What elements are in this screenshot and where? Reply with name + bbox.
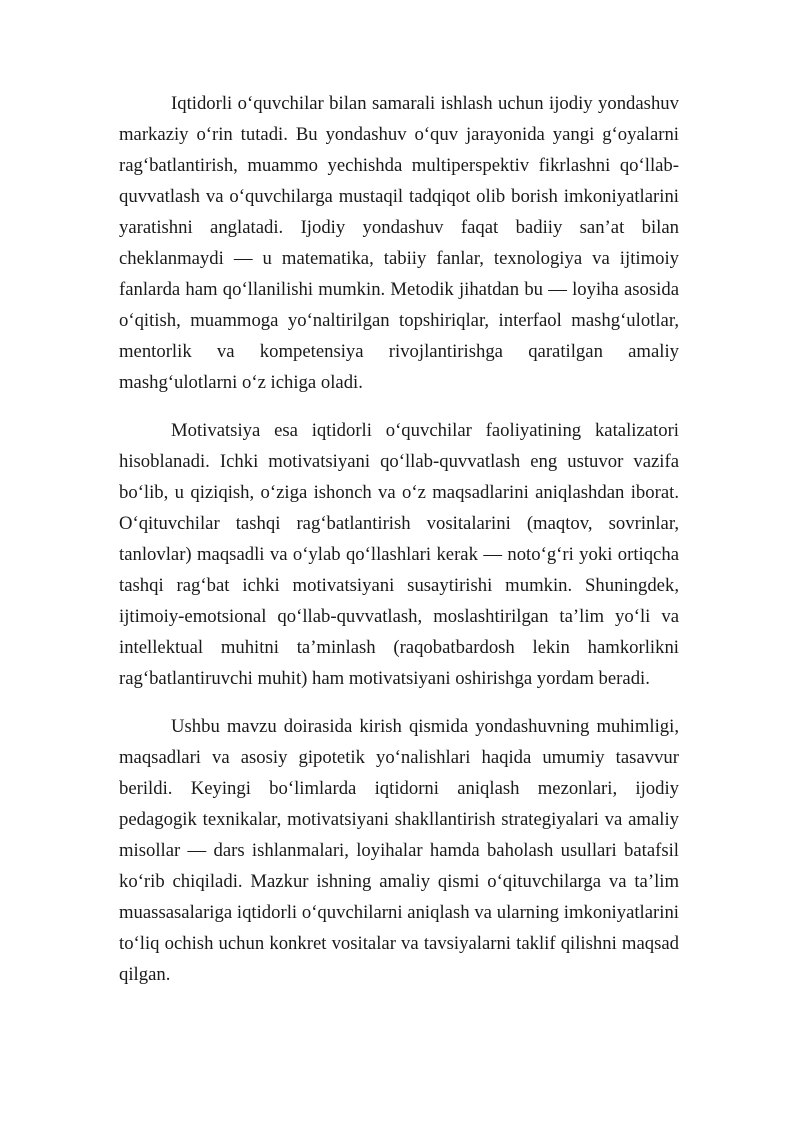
paragraph-topic-overview: Ushbu mavzu doirasida kirish qismida yondashuvning muhimligi, maqsadlari va asosiy gipotetik yo‘nalishlari haqida umumiy tasavvur berildi. Keyingi bo‘limlarda iqtidorni aniqlash mezonlari, ijodiy pedagogik texnikalar, motivatsiyani shakllantirish strategiyalari va amaliy misollar — dars ishlanmalari, loyihalar hamda baholash usullari batafsil ko‘rib chiqiladi. Mazkur ishning amaliy qismi o‘qituvchilarga va ta’lim muassasalariga iqtidorli o‘quvchilarni aniqlash va ularning imkoniyatlarini to‘liq ochish uchun konkret vositalar va tavsiyalarni taklif qilishni maqsad qilgan. <box>119 716 679 985</box>
paragraph-motivation: Motivatsiya esa iqtidorli o‘quvchilar faoliyatining katalizatori hisoblanadi. Ichki motivatsiyani qo‘llab-quvvatlash eng ustuvor vazifa bo‘lib, u qiziqish, o‘ziga ishonch va o‘z maqsadlarini aniqlashdan iborat. O‘qituvchilar tashqi rag‘batlantirish vositalarini (maqtov, sovrinlar, tanlovlar) maqsadli va o‘ylab qo‘llashlari kerak — noto‘g‘ri yoki ortiqcha tashqi rag‘bat ichki motivatsiyani susaytirishi mumkin. Shuningdek, ijtimoiy-emotsional qo‘llab-quvvatlash, moslashtirilgan ta’lim yo‘li va intellektual muhitni ta’minlash (raqobatbardosh lekin hamkorlikni rag‘batlantiruvchi muhit) ham motivatsiyani oshirishga yordam beradi. <box>119 420 679 689</box>
document-body <box>119 88 679 1007</box>
paragraph-creative-approach: Iqtidorli o‘quvchilar bilan samarali ishlash uchun ijodiy yondashuv markaziy o‘rin tutadi. Bu yondashuv o‘quv jarayonida yangi g‘oyalarni rag‘batlantirish, muammo yechishda multiperspektiv fikrlashni qo‘llab-quvvatlash va o‘quvchilarga mustaqil tadqiqot olib borish imkoniyatlarini yaratishni anglatadi. Ijodiy yondashuv faqat badiiy san’at bilan cheklanmaydi — u matematika, tabiiy fanlar, texnologiya va ijtimoiy fanlarda ham qo‘llanilishi mumkin. Metodik jihatdan bu — loyiha asosida o‘qitish, muammoga yo‘naltirilgan topshiriqlar, interfaol mashg‘ulotlar, mentorlik va kompetensiya rivojlantirishga qaratilgan amaliy mashg‘ulotlarni o‘z ichiga oladi. <box>119 93 679 393</box>
